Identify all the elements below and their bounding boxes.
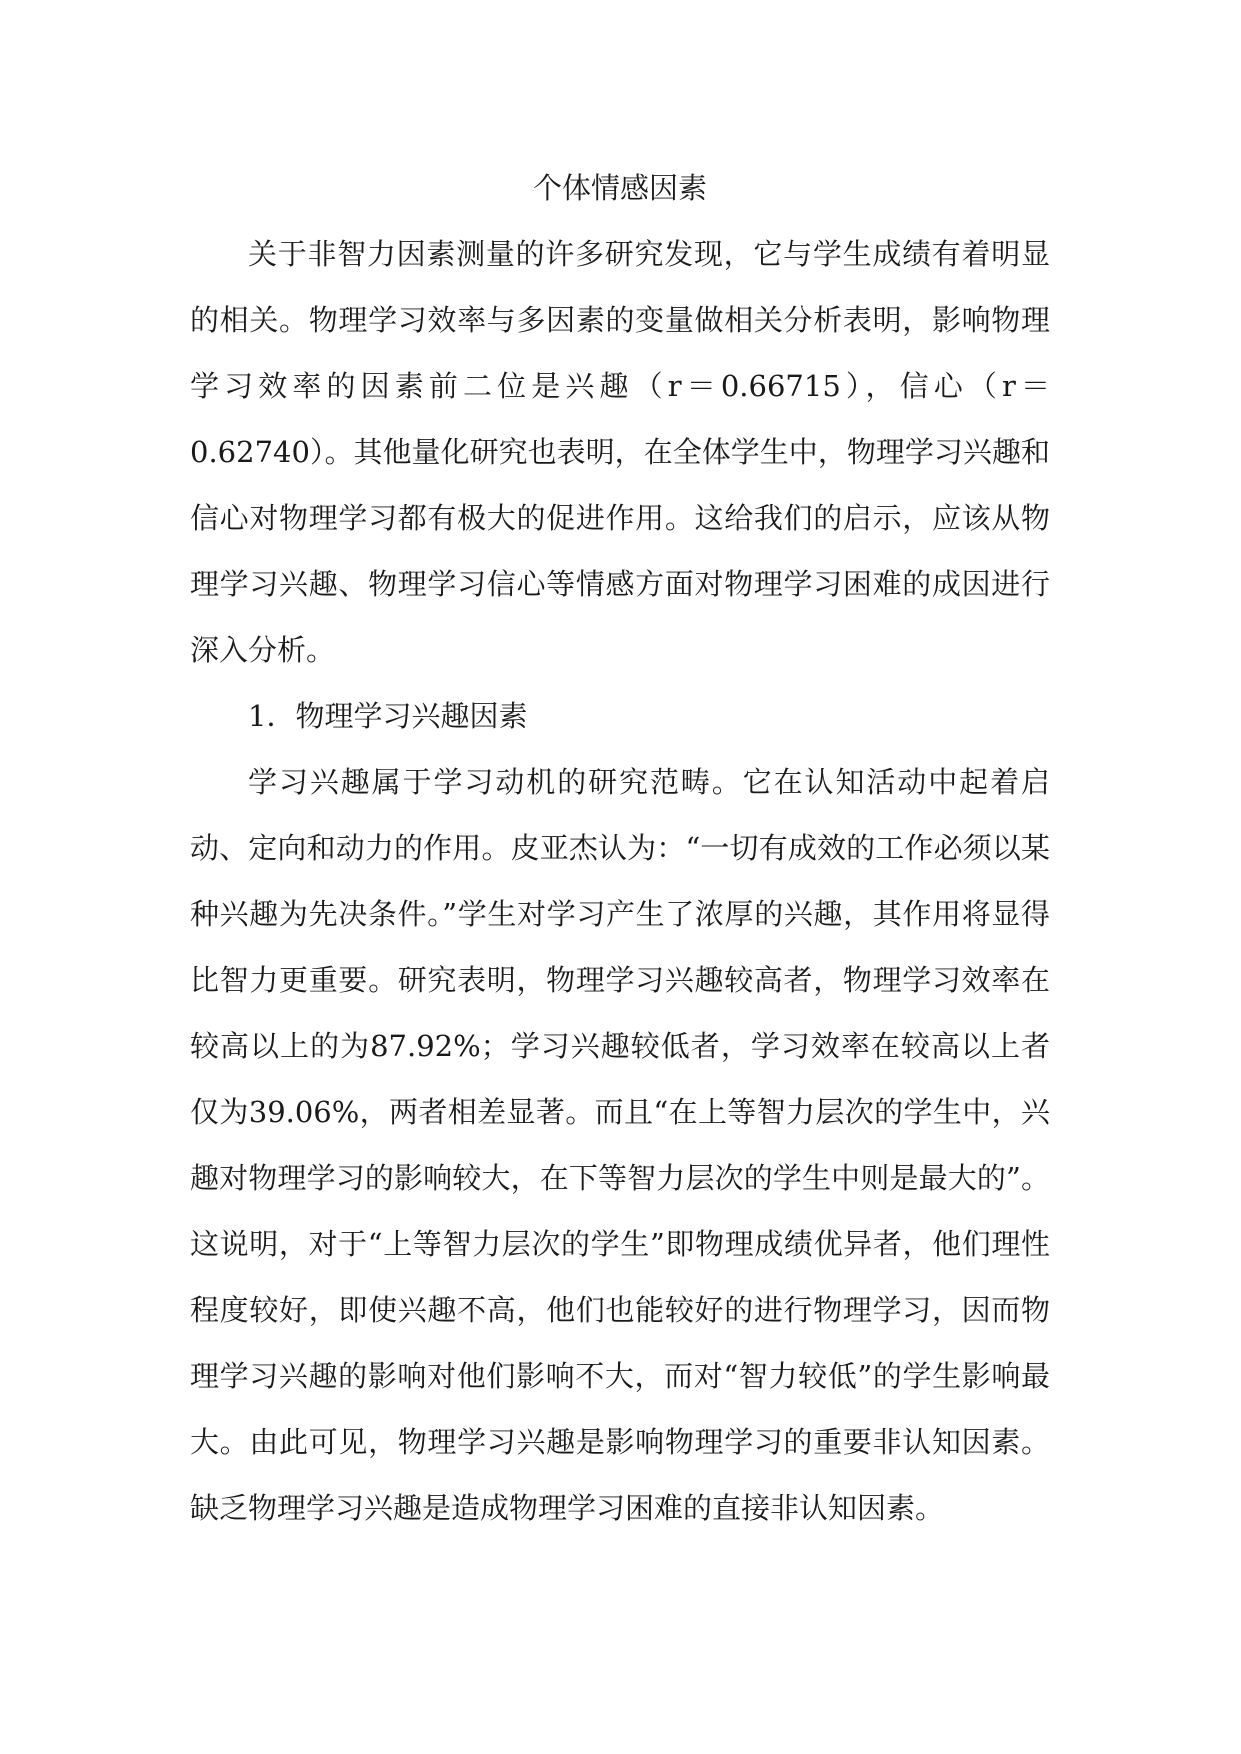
section-heading-interest: 1．物理学习兴趣因素	[248, 699, 528, 733]
paragraph-interest: 学习兴趣属于学习动机的研究范畴。它在认知活动中起着启动、定向和动力的作用。皮亚杰认为：“一切有成效的工作必须以某种兴趣为先决条件。”学生对学习产生了浓厚的兴趣，其作用将显得比智力更重要。研究表明，物理学习兴趣较高者，物理学习效率在较高以上的为87.92%；学习兴趣较低者，学习效率在较高以上者仅为39.06%，两者相差显著。而且“在上等智力层次的学生中，兴趣对物理学习的影响较大，在下等智力层次的学生中则是最大的”。这说明，对于“上等智力层次的学生”即物理成绩优异者，他们理性程度较好，即使兴趣不高，他们也能较好的进行物理学习，因而物理学习兴趣的影响对他们影响不大，而对“智力较低”的学生影响最大。由此可见，物理学习兴趣是影响物理学习的重要非认知因素。缺乏物理学习兴趣是造成物理学习困难的直接非认知因素。	[190, 765, 1050, 1525]
paragraph-intro: 关于非智力因素测量的许多研究发现，它与学生成绩有着明显的相关。物理学习效率与多因素的变量做相关分析表明，影响物理学习效率的因素前二位是兴趣（r＝0.66715），信心（r＝0.62740）。其他量化研究也表明，在全体学生中，物理学习兴趣和信心对物理学习都有极大的促进作用。这给我们的启示，应该从物理学习兴趣、物理学习信心等情感方面对物理学习困难的成因进行深入分析。	[190, 237, 1050, 667]
document-title: 个体情感因素	[532, 171, 707, 205]
document-body	[190, 155, 1050, 1541]
